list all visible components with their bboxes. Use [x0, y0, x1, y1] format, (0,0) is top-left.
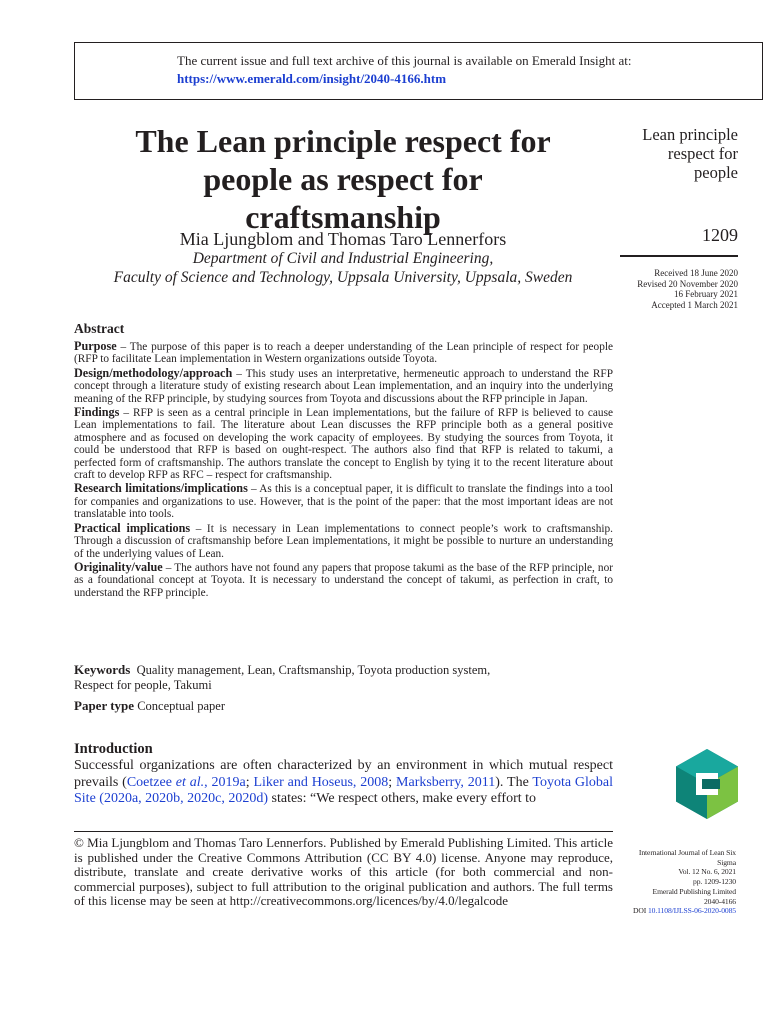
paper-type-label: Paper type	[74, 698, 135, 713]
affiliation-line: Faculty of Science and Technology, Uppsala University, Uppsala, Sweden	[113, 269, 573, 286]
title-line: The Lean principle respect for	[135, 123, 551, 159]
authors: Mia Ljungblom and Thomas Taro Lennerfors	[179, 229, 507, 249]
doi-line: DOI 10.1108/IJLSS-06-2020-0085	[632, 906, 736, 916]
journal-info-line: pp. 1209-1230	[693, 877, 736, 887]
introduction-heading: Introduction	[74, 741, 153, 757]
title-line: people as respect for	[203, 161, 483, 197]
date-revised: Revised 20 November 2020	[637, 278, 738, 289]
running-head	[618, 125, 738, 182]
keywords-line: Respect for people, Takumi	[74, 678, 212, 692]
paper-type	[74, 698, 225, 714]
affiliation-line: Department of Civil and Industrial Engineering,	[192, 250, 494, 267]
date-accepted: Accepted 1 March 2021	[651, 299, 738, 310]
journal-url-link[interactable]: https://www.emerald.com/insight/2040-4166.htm	[177, 71, 447, 86]
journal-banner	[74, 42, 763, 100]
abstract-purpose: Purpose – The purpose of this paper is to reach a deeper understanding of the Lean principle of respect for people (RFP to facilitate Lean implementation in Western organizations outside Toyota.	[74, 339, 613, 366]
history-dates	[600, 268, 738, 310]
abstract-practical: Practical implications – It is necessary in Lean implementations to connect people’s work to craftsmanship. Through a discussion of craftsmanship before Lean implementations, it might be possible to nurture an understanding of the underlying values of Lean.	[74, 520, 613, 560]
keywords-line: Quality management, Lean, Craftsmanship, Toyota production system,	[136, 663, 491, 677]
journal-info-line: Vol. 12 No. 6, 2021	[678, 867, 736, 877]
banner-text: The current issue and full text archive of this journal is available on Emerald Insight at:	[177, 53, 632, 68]
title-line: craftsmanship	[245, 199, 441, 235]
doi-link[interactable]: 10.1108/IJLSS-06-2020-0085	[647, 906, 736, 916]
journal-info	[600, 848, 736, 916]
journal-info-line: Sigma	[717, 857, 736, 867]
keywords-label: Keywords	[74, 662, 131, 677]
abstract-design: Design/methodology/approach – This study uses an interpretative, hermeneutic approach to understand the RFP concept through a literature study of existing research about Lean implementation, and an inquiry into the underlying meaning of the RFP principle, by studying sources from Toyota and discussions about the RFP principle in Japan.	[74, 365, 613, 405]
abstract-heading: Abstract	[74, 321, 125, 336]
abstract-originality: Originality/value – The authors have not found any papers that propose takumi as the base of the RFP principle, nor as a foundational concept at Toyota. It is necessary to understand the concept of takumi, as perfection in craft, to understand the RFP principle.	[74, 559, 613, 599]
page-number: 1209	[702, 225, 738, 245]
date-revised-2: 16 February 2021	[674, 289, 738, 299]
emerald-logo-icon	[676, 749, 738, 819]
running-head-line: respect for	[667, 144, 738, 163]
affiliation	[74, 249, 612, 287]
abstract-findings: Findings – RFP is seen as a central principle in Lean implementations, but the failure of RFP is believed to cause Lean implementations to fail. The literature about Lean discusses the RFP principle both as a general positive atmosphere and as focused on developing the work capacity of employees. By studying the sources from Toyota, it could be understood that RFP is based on ought-respect. The authors also find that RFP is related to takumi, a perfected form of craftsmanship. The authors translate the concept to English by tying it to the recent literature about craft to develop RFP as RFC – respect for craftsmanship.	[74, 405, 613, 482]
journal-info-line: Emerald Publishing Limited	[652, 886, 736, 896]
journal-info-line: 2040-4166	[703, 896, 736, 906]
citation-link[interactable]: Marksberry, 2011	[396, 774, 496, 790]
citation-link[interactable]: Liker and Hoseus, 2008	[253, 774, 389, 790]
citation-link[interactable]: Toyota Global Site (2020a, 2020b, 2020c, 2020d)	[74, 774, 614, 806]
keywords	[74, 662, 613, 693]
journal-info-line: International Journal of Lean Six	[638, 848, 736, 857]
footer-divider	[74, 831, 613, 832]
citation-link[interactable]: Coetzee et al., 2019a	[126, 774, 246, 790]
date-received: Received 18 June 2020	[654, 268, 738, 278]
running-head-line: people	[694, 163, 738, 182]
margin-divider	[620, 255, 738, 257]
paper-type-value: Conceptual paper	[137, 699, 225, 713]
running-head-line: Lean principle	[642, 125, 738, 144]
paper-title	[74, 122, 612, 236]
abstract-limitations: Research limitations/implications – As this is a conceptual paper, it is difficult to translate the findings into a tool for companies and organizations to use. However, that is the point of the paper: that the most important ideas are not translatable into tools.	[74, 481, 613, 521]
license-text: © Mia Ljungblom and Thomas Taro Lennerfors. Published by Emerald Publishing Limited. This article is published under the Creative Commons Attribution (CC BY 4.0) license. Anyone may reproduce, distribute, translate and create derivative works of this article (for both commercial and non-commercial purposes), subject to full attribution to the original publication and authors. The full terms of this license may be seen at http://creativecommons.org/licences/by/4.0/legalcode	[74, 835, 613, 909]
introduction-text: Successful organizations are often characterized by an environment in which mutual respect prevails (Coetzee et al., 2019a; Liker and Hoseus, 2008; Marksberry, 2011). The Toyota Global Site (2020a, 2020b, 2020c, 2020d) states: “We respect others, make every effort to	[74, 758, 614, 806]
abstract-body	[74, 340, 613, 600]
